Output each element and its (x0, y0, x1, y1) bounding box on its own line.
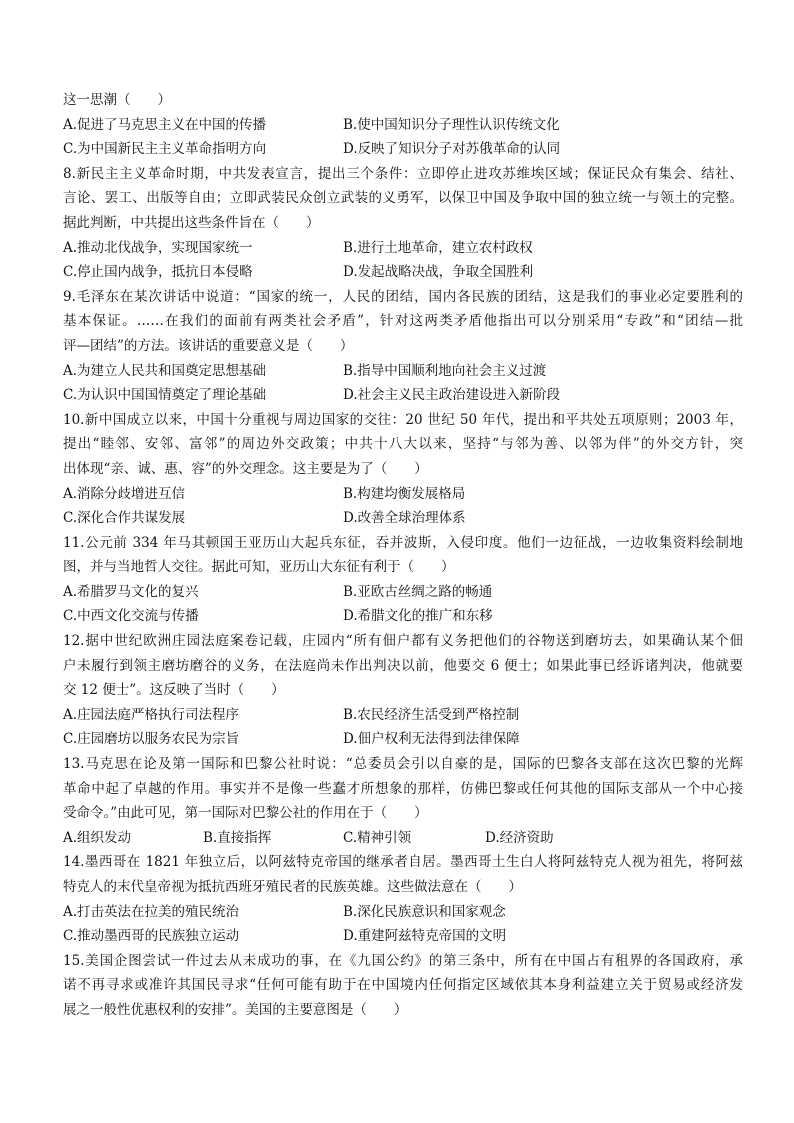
question-15-line-1: 15.美国企图尝试一件过去从未成功的事，在《九国公约》的第三条中，所有在中国占有租界的各国政府，承 (63, 952, 743, 969)
question-10-line-3: 出体现“亲、诚、惠、容”的外交理念。这主要是为了（ ） (63, 460, 428, 477)
question-14-options-row-2 (63, 924, 743, 949)
option-d: D.反映了知识分子对苏俄革命的认同 (343, 141, 561, 158)
option-d: D.改善全球治理体系 (343, 510, 466, 527)
intro-options-row-1 (63, 113, 743, 138)
question-9-options-row-1 (63, 359, 743, 384)
question-13-options-row (63, 826, 743, 851)
question-14 (63, 850, 743, 948)
intro-stem: 这一思潮（ ） (63, 92, 171, 108)
option-c: C.深化合作共谋发展 (63, 510, 186, 527)
option-b: B.深化民族意识和国家观念 (343, 903, 506, 920)
question-8 (63, 162, 743, 285)
option-a: A.打击英法在拉美的殖民统治 (63, 903, 240, 920)
option-c: C.庄园磨坊以服务农民为宗旨 (63, 731, 240, 748)
question-11-line-2: 图，并与当地哲人交往。据此可知，亚历山大东征有利于（ ） (63, 559, 455, 576)
question-9-options-row-2 (63, 383, 743, 408)
question-8-options-row-1 (63, 236, 743, 261)
option-b: B.指导中国顺利地向社会主义过渡 (343, 362, 547, 379)
option-b: B.直接指挥 (203, 829, 272, 846)
question-14-options-row-1 (63, 900, 743, 925)
option-c: C.为认识中国国情奠定了理论基础 (63, 387, 267, 404)
option-d: D.佃户权利无法得到法律保障 (343, 731, 520, 748)
option-a: A.庄园法庭严格执行司法程序 (63, 706, 240, 723)
option-a: A.消除分歧增进互信 (63, 485, 186, 502)
option-c: C.推动墨西哥的民族独立运动 (63, 928, 240, 945)
option-a: A.为建立人民共和国奠定思想基础 (63, 362, 267, 379)
question-10-line-1: 10.新中国成立以来，中国十分重视与周边国家的交往：20 世纪 50 年代，提出和平共处五项原则；2003 年， (63, 411, 743, 428)
question-12 (63, 629, 743, 752)
question-10-options-row-1 (63, 482, 743, 507)
question-15-line-3: 展之一般性优惠权利的安排”。美国的主要意图是（ ） (63, 1001, 408, 1018)
question-8-line-2: 言论、罢工、出版等自由；立即武装民众创立武装的义勇军，以保卫中国及争取中国的独立统一与领土的完整。 (63, 190, 743, 207)
option-a: A.组织发动 (63, 829, 132, 846)
option-b: B.农民经济生活受到严格控制 (343, 706, 520, 723)
question-13-line-3: 受命令。”由此可见，第一国际对巴黎公社的作用在于（ ） (63, 805, 428, 822)
option-b: B.进行土地革命，建立农村政权 (343, 239, 533, 256)
question-10 (63, 408, 743, 531)
option-b: B.亚欧古丝绸之路的畅通 (343, 583, 493, 600)
question-11-options-row-1 (63, 580, 743, 605)
option-b: B.构建均衡发展格局 (343, 485, 466, 502)
option-b: B.使中国知识分子理性认识传统文化 (343, 116, 560, 133)
question-12-options-row-1 (63, 703, 743, 728)
question-8-options-row-2 (63, 260, 743, 285)
question-11-line-1: 11.公元前 334 年马其顿国王亚历山大起兵东征，吞并波斯，入侵印度。他们一边征战，一边收集资料绘制地 (63, 534, 743, 551)
option-c: C.精神引领 (343, 829, 412, 846)
option-d: D.经济资助 (485, 829, 554, 846)
question-14-line-2: 特克人的末代皇帝视为抵抗西班牙殖民者的民族英雄。这些做法意在（ ） (63, 879, 522, 895)
option-d: D.重建阿兹特克帝国的文明 (343, 928, 507, 945)
intro-options-row-2 (63, 137, 743, 162)
question-12-line-1: 12.据中世纪欧洲庄园法庭案卷记载，庄园内“所有佃户都有义务把他们的谷物送到磨坊去，如果确认某个佃 (63, 633, 743, 650)
question-12-options-row-2 (63, 727, 743, 752)
question-15 (63, 949, 743, 1023)
question-13 (63, 752, 743, 850)
question-15-line-2: 诺不再寻求或准许其国民寻求“任何可能有助于在中国境内任何指定区域依其本身利益建立关于贸易或经济发 (63, 977, 743, 994)
question-12-line-2: 户未履行到领主磨坊磨谷的义务，在法庭尚未作出判决以前，他要交 6 便士；如果此事已经诉诸判决，他就要 (63, 657, 743, 674)
option-c: C.为中国新民主主义革命指明方向 (63, 141, 267, 158)
question-14-line-1: 14.墨西哥在 1821 年独立后，以阿兹特克帝国的继承者自居。墨西哥土生白人将阿兹特克人视为祖先，将阿兹 (63, 854, 743, 871)
question-9-line-3: 评—团结”的方法。该讲话的重要意义是（ ） (63, 337, 354, 354)
option-a: A.促进了马克思主义在中国的传播 (63, 116, 267, 133)
option-c: C.停止国内战争，抵抗日本侵略 (63, 264, 253, 281)
option-a: A.希腊罗马文化的复兴 (63, 583, 199, 600)
question-13-line-2: 革命中起了卓越的作用。事实并不是像一些蠢才所想象的那样，仿佛巴黎或任何其他的国际支部从一个中心接 (63, 780, 743, 797)
question-9-line-2: 基本保证。……在我们的面前有两类社会矛盾”，针对这两类矛盾他指出可以分别采用“专政”和“团结—批 (63, 313, 743, 330)
question-13-line-1: 13.马克思在论及第一国际和巴黎公社时说：“总委员会引以自豪的是，国际的巴黎各支部在这次巴黎的光辉 (63, 756, 743, 773)
question-8-line-3: 据此判断，中共提出这些条件旨在（ ） (63, 214, 320, 231)
question-9-line-1: 9.毛泽东在某次讲话中说道：“国家的统一，人民的团结，国内各民族的团结，这是我们的事业必定要胜利的 (63, 288, 743, 305)
option-a: A.推动北伐战争，实现国家统一 (63, 239, 253, 256)
option-d: D.社会主义民主政治建设进入新阶段 (343, 387, 561, 404)
exam-page (63, 88, 743, 1023)
question-11-options-row-2 (63, 604, 743, 629)
question-10-line-2: 提出“睦邻、安邻、富邻”的周边外交政策；中共十八大以来，坚持“与邻为善、以邻为伴”的外交方针，突 (63, 436, 743, 453)
option-d: D.发起战略决战，争取全国胜利 (343, 264, 534, 281)
question-8-line-1: 8.新民主主义革命时期，中共发表宣言，提出三个条件：立即停止进攻苏维埃区域；保证民众有集会、结社、 (63, 165, 743, 182)
question-9 (63, 285, 743, 408)
question-10-options-row-2 (63, 506, 743, 531)
option-d: D.希腊文化的推广和东移 (343, 608, 493, 625)
question-11 (63, 531, 743, 629)
option-c: C.中西文化交流与传播 (63, 608, 199, 625)
question-12-line-3: 交 12 便士”。这反映了当时（ ） (63, 682, 285, 699)
